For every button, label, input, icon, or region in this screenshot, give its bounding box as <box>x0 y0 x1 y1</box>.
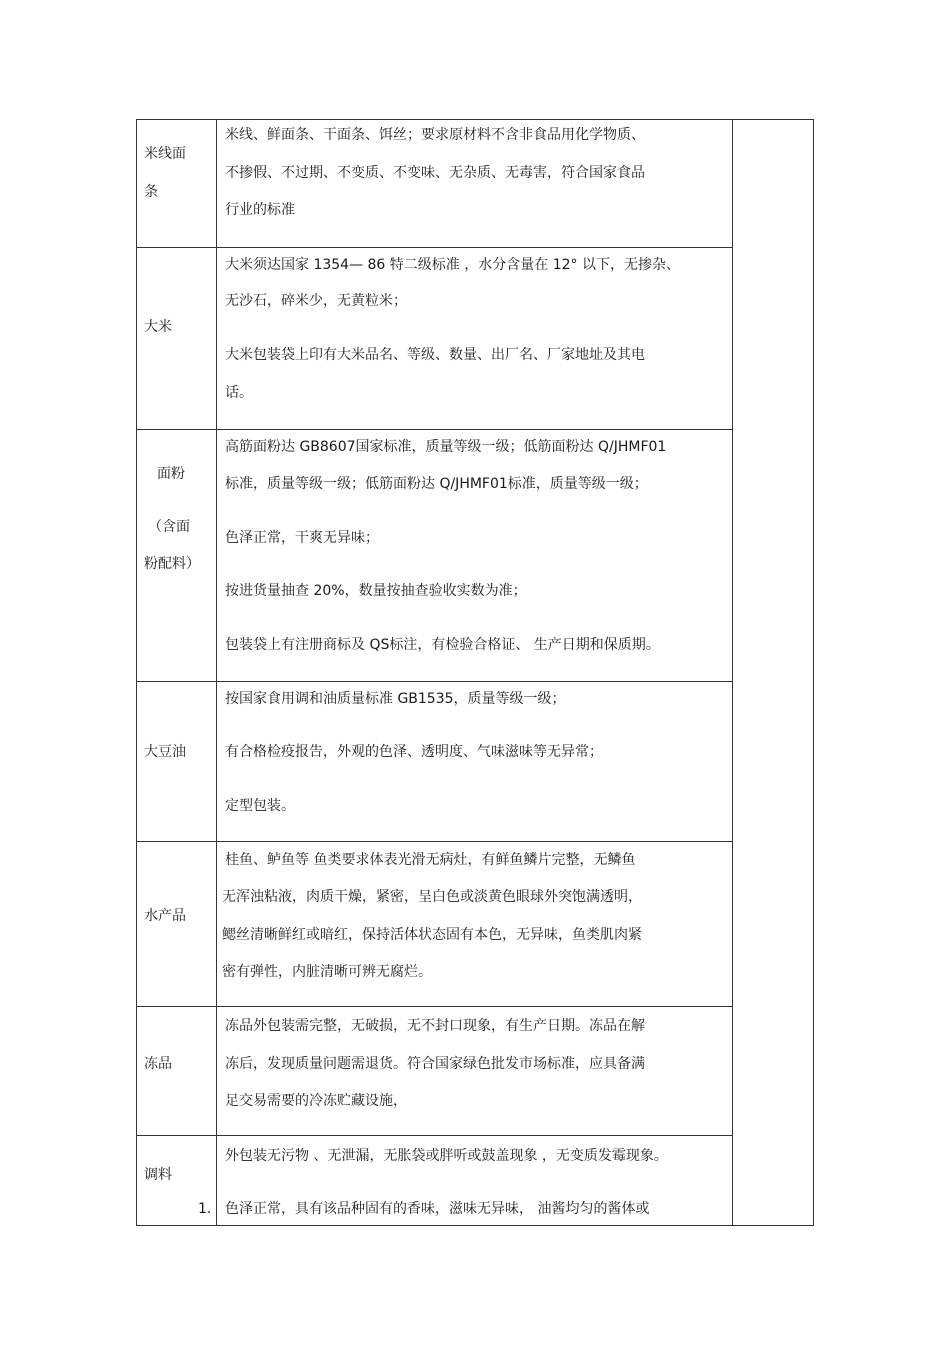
column-divider-1 <box>216 119 217 1226</box>
row-divider <box>136 1135 733 1136</box>
requirement-line: 冻品外包装需完整，无破损，无不封口现象，有生产日期。冻品在解 <box>225 1018 645 1034</box>
category-label: 面粉 <box>157 466 185 482</box>
requirement-line: 行业的标准 <box>225 202 295 218</box>
requirement-line: 鳃丝清晰鲜红或暗红，保持活体状态固有本色，无异味，鱼类肌肉紧 <box>222 927 642 943</box>
category-label: 冻品 <box>144 1056 172 1072</box>
category-label: 水产品 <box>144 908 186 924</box>
requirement-line: 包装袋上有注册商标及 QS标注，有检验合格证、 生产日期和保质期。 <box>225 637 660 653</box>
category-label: 调料 <box>144 1167 172 1183</box>
requirement-line: 标准，质量等级一级；低筋面粉达 Q/JHMF01标准，质量等级一级； <box>225 476 648 492</box>
row-divider <box>136 429 733 430</box>
requirement-line: 色泽正常，干爽无异味； <box>225 530 379 546</box>
requirement-line: 有合格检疫报告，外观的色泽、透明度、气味滋味等无异常； <box>225 744 603 760</box>
table-border-top <box>136 119 814 120</box>
requirement-line: 按进货量抽查 20%，数量按抽查验收实数为准； <box>225 583 527 599</box>
requirement-line: 不掺假、不过期、不变质、不变味、无杂质、无毒害，符合国家食品 <box>225 165 645 181</box>
requirement-line: 高筋面粉达 GB8607国家标准，质量等级一级；低筋面粉达 Q/JHMF01 <box>225 439 667 455</box>
requirement-line: 无沙石，碎米少，无黄粒米； <box>225 293 407 309</box>
row-divider <box>136 247 733 248</box>
table-border-right <box>813 119 814 1226</box>
list-number: 1. <box>198 1201 212 1217</box>
requirement-line: 按国家食用调和油质量标准 GB1535，质量等级一级； <box>225 691 566 707</box>
requirement-line: 外包装无污物 、无泄漏，无胀袋或胖听或鼓盖现象 ，无变质发霉现象。 <box>225 1148 668 1164</box>
requirement-line: 色泽正常，具有该品种固有的香味，滋味无异味， 油酱均匀的酱体或 <box>225 1201 650 1217</box>
category-label: （含面 <box>148 519 190 535</box>
column-divider-2 <box>732 119 733 1226</box>
row-divider <box>136 1006 733 1007</box>
category-label: 米线面 <box>144 146 186 162</box>
requirement-line: 无浑浊粘液，肉质干燥，紧密，呈白色或淡黄色眼球外突饱满透明， <box>222 889 642 905</box>
requirement-line: 桂鱼、鲈鱼等 鱼类要求体表光滑无病灶，有鲜鱼鳞片完整，无鳞鱼 <box>225 852 636 868</box>
category-label: 条 <box>144 184 158 200</box>
requirement-line: 密有弹性，内脏清晰可辨无腐烂。 <box>222 964 432 980</box>
row-divider <box>136 841 733 842</box>
table-border-left <box>136 119 137 1226</box>
requirement-line: 话。 <box>225 385 253 401</box>
row-divider <box>136 681 733 682</box>
requirement-line: 米线、鲜面条、干面条、饵丝；要求原材料不含非食品用化学物质、 <box>225 127 645 143</box>
requirement-line: 大米须达国家 1354— 86 特二级标准 ，水分含量在 12° 以下，无掺杂、 <box>225 257 680 273</box>
table-border-bottom <box>136 1225 814 1226</box>
requirement-line: 冻后，发现质量问题需退货。符合国家绿色批发市场标准，应具备满 <box>225 1056 645 1072</box>
category-label: 粉配料） <box>144 556 200 572</box>
requirement-line: 足交易需要的冷冻贮藏设施， <box>225 1093 407 1109</box>
requirement-line: 大米包装袋上印有大米品名、等级、数量、出厂名、厂家地址及其电 <box>225 347 645 363</box>
category-label: 大米 <box>144 319 172 335</box>
category-label: 大豆油 <box>144 744 186 760</box>
requirement-line: 定型包装。 <box>225 798 295 814</box>
